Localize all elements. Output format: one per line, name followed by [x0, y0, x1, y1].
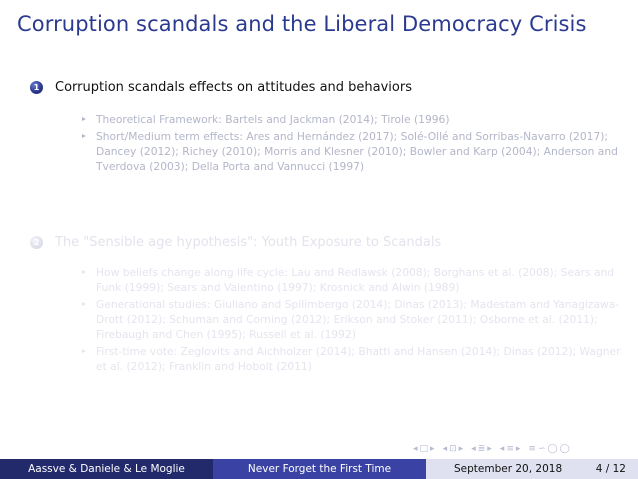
- bullet-triangle-icon: [82, 117, 86, 121]
- navigation-symbols: [413, 443, 570, 455]
- nav-frame-icon[interactable]: □: [419, 444, 429, 454]
- bullet-item: [81, 112, 626, 127]
- section-heading: Corruption scandals effects on attitudes and behaviors: [55, 80, 412, 95]
- nav-subsection-next-icon[interactable]: ▸: [458, 444, 464, 454]
- nav-frame-next-icon[interactable]: ▸: [430, 444, 435, 454]
- nav-document-next-icon[interactable]: ▸: [515, 444, 521, 454]
- bullet-item: [81, 129, 626, 174]
- bullet-text: How beliefs change along life cycle: Lau and Redlawsk (2008); Borghans et al. (2008); Sears and Funk (1999); Sears and Valentino (1997); Krosnick and Alwin (1989): [96, 266, 615, 294]
- bullet-triangle-icon: [82, 302, 86, 306]
- nav-section-next-icon[interactable]: ▸: [487, 444, 492, 454]
- bullet-text: Theoretical Framework: Bartels and Jackman (2014); Tirole (1996): [96, 113, 450, 126]
- section-2-bullets: [81, 265, 626, 376]
- bullet-item: [81, 344, 626, 374]
- section-2: [30, 235, 441, 250]
- bullet-item: [81, 297, 626, 342]
- bullet-triangle-icon: [82, 270, 86, 274]
- section-number-badge: 1: [30, 81, 43, 94]
- nav-align-icon[interactable]: ≡: [528, 444, 536, 454]
- nav-document-prev-icon[interactable]: ◂: [499, 444, 505, 454]
- footer-short-title: Never Forget the First Time: [213, 459, 426, 479]
- nav-subsection-icon[interactable]: ⊡: [449, 444, 457, 454]
- slide-title: Corruption scandals and the Liberal Democracy Crisis: [17, 12, 587, 36]
- bullet-text: First-time vote: Zeglovits and Aichholzer (2014); Bhatti and Hansen (2014); Dinas (2012); Wagner et al. (2012); Franklin and Hobolt (2011): [96, 345, 621, 373]
- bullet-triangle-icon: [82, 134, 86, 138]
- nav-section-icon[interactable]: ≣: [477, 444, 486, 454]
- footer-info: [426, 459, 638, 479]
- bullet-item: [81, 265, 626, 295]
- bullet-triangle-icon: [82, 349, 86, 353]
- nav-search-icon[interactable]: ◯: [559, 444, 570, 454]
- footer-page-number: 4 / 12: [595, 463, 626, 475]
- nav-frame-prev-icon[interactable]: ◂: [413, 444, 418, 454]
- nav-search-icon[interactable]: ∽: [537, 444, 546, 454]
- section-1: [30, 80, 412, 95]
- bullet-text: Short/Medium term effects: Ares and Hernández (2017); Solé-Ollé and Sorribas-Navarro (2017); Dancey (2012); Richey (2010); Morris and Klesner (2010); Bowler and Karp (2004); Anderson and Tverdova (2003); Della Porta and Vannucci (1997): [96, 130, 618, 173]
- section-number-badge: 2: [30, 236, 43, 249]
- section-1-bullets: [81, 112, 626, 176]
- nav-section-prev-icon[interactable]: ◂: [471, 444, 476, 454]
- bullet-text: Generational studies: Giuliano and Spilimbergo (2014); Dinas (2013); Madestam and Yanagizawa-Drott (2012); Schuman and Corning (2012); Erikson and Stoker (2011); Osborne et al. (2011); Firebaugh and Chen (1995); Russell et al. (1992): [96, 298, 620, 341]
- footer-date: September 20, 2018: [454, 463, 563, 475]
- nav-search-icon[interactable]: ◯: [547, 444, 558, 454]
- section-heading: The "Sensible age hypothesis": Youth Exposure to Scandals: [55, 235, 442, 250]
- footer-bar: [0, 459, 638, 479]
- nav-subsection-prev-icon[interactable]: ◂: [442, 444, 448, 454]
- footer-authors: Aassve & Daniele & Le Moglie: [0, 459, 213, 479]
- nav-document-icon[interactable]: ≡: [506, 444, 514, 454]
